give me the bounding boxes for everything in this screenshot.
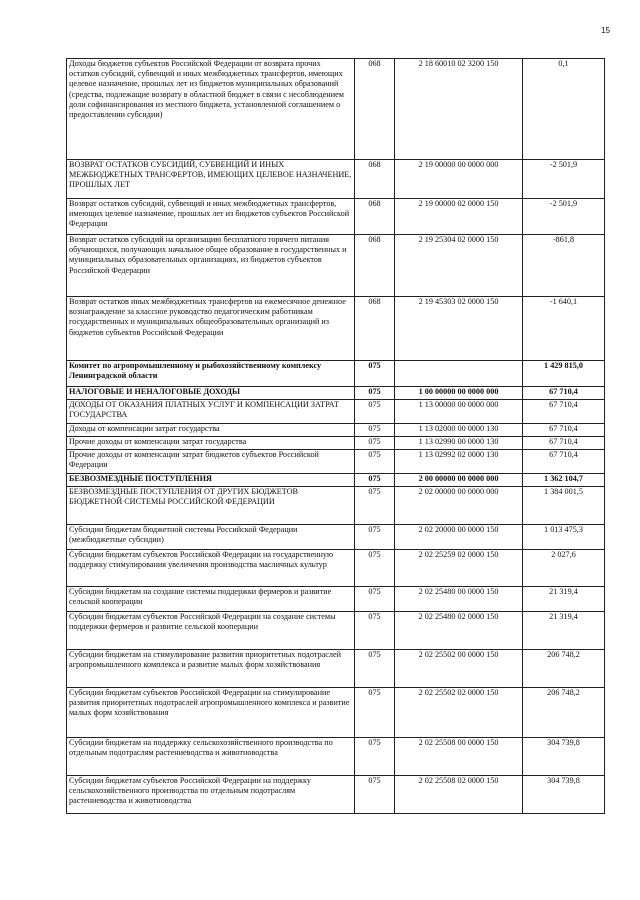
row-classification-code-cell: 2 19 45303 02 0000 150 — [395, 297, 523, 361]
row-amount-cell: 1 362 104,7 — [523, 474, 605, 487]
row-classification-code-cell: 2 02 25480 02 0000 150 — [395, 612, 523, 650]
row-name-cell: Субсидии бюджетам на стимулирование развития приоритетных подотраслей агропромышленного комплекса и развитие малых форм хозяйствования — [67, 650, 355, 688]
row-amount-cell: -2 501,9 — [523, 199, 605, 235]
table-row — [67, 738, 605, 776]
row-amount-cell: 67 710,4 — [523, 450, 605, 474]
row-name-cell: Возврат остатков субсидий на организацию бесплатного горячего питания обучающихся, получающих начальное общее образование в государственных и муниципальных образовательных организациях, из бюджетов субъектов Российской Федерации — [67, 235, 355, 297]
row-admin-code-cell: 075 — [355, 450, 395, 474]
row-name-cell: Доходы от компенсации затрат государства — [67, 424, 355, 437]
table-row — [67, 361, 605, 387]
row-classification-code-cell: 2 19 25304 02 0000 150 — [395, 235, 523, 297]
row-name-cell: Возврат остатков иных межбюджетных трансфертов на ежемесячное денежное вознаграждение за классное руководство педагогическим работникам государственных и муниципальных общеобразовательных организаций из бюджетов субъектов Российской Федерации — [67, 297, 355, 361]
table-row — [67, 450, 605, 474]
row-admin-code-cell: 075 — [355, 424, 395, 437]
row-classification-code-cell: 2 02 25502 00 0000 150 — [395, 650, 523, 688]
row-name-cell: ВОЗВРАТ ОСТАТКОВ СУБСИДИЙ, СУБВЕНЦИЙ И ИНЫХ МЕЖБЮДЖЕТНЫХ ТРАНСФЕРТОВ, ИМЕЮЩИХ ЦЕЛЕВОЕ НАЗНАЧЕНИЕ, ПРОШЛЫХ ЛЕТ — [67, 160, 355, 199]
table-row — [67, 688, 605, 738]
row-admin-code-cell: 075 — [355, 361, 395, 387]
row-amount-cell: 21 319,4 — [523, 612, 605, 650]
row-admin-code-cell: 075 — [355, 612, 395, 650]
row-admin-code-cell: 075 — [355, 776, 395, 814]
row-amount-cell: 21 319,4 — [523, 587, 605, 612]
row-name-cell: Возврат остатков субсидий, субвенций и иных межбюджетных трансфертов, имеющих целевое назначение, прошлых лет из бюджетов субъектов Российской Федерации — [67, 199, 355, 235]
row-name-cell: Субсидии бюджетам субъектов Российской Федерации на стимулирование развития приоритетных подотраслей агропромышленного комплекса и развитие малых форм хозяйствования — [67, 688, 355, 738]
row-name-cell: Субсидии бюджетам на создание системы поддержки фермеров и развитие сельской кооперации — [67, 587, 355, 612]
row-classification-code-cell: 2 02 25259 02 0000 150 — [395, 550, 523, 587]
row-amount-cell: -1 640,1 — [523, 297, 605, 361]
row-classification-code-cell: 2 02 20000 00 0000 150 — [395, 525, 523, 550]
row-admin-code-cell: 075 — [355, 550, 395, 587]
row-admin-code-cell: 075 — [355, 474, 395, 487]
table-row — [67, 387, 605, 400]
row-admin-code-cell: 075 — [355, 437, 395, 450]
row-amount-cell: 1 384 001,5 — [523, 487, 605, 525]
row-classification-code-cell: 1 00 00000 00 0000 000 — [395, 387, 523, 400]
row-name-cell: Комитет по агропромышленному и рыбохозяйственному комплексу Ленинградской области — [67, 361, 355, 387]
row-admin-code-cell: 075 — [355, 650, 395, 688]
row-classification-code-cell: 2 00 00000 00 0000 000 — [395, 474, 523, 487]
table-row — [67, 525, 605, 550]
row-amount-cell: 67 710,4 — [523, 387, 605, 400]
row-classification-code-cell: 2 02 25508 02 0000 150 — [395, 776, 523, 814]
row-amount-cell: 206 748,2 — [523, 650, 605, 688]
row-admin-code-cell: 075 — [355, 387, 395, 400]
row-name-cell: Субсидии бюджетам бюджетной системы Российской Федерации (межбюджетные субсидии) — [67, 525, 355, 550]
row-name-cell: ДОХОДЫ ОТ ОКАЗАНИЯ ПЛАТНЫХ УСЛУГ И КОМПЕНСАЦИИ ЗАТРАТ ГОСУДАРСТВА — [67, 400, 355, 424]
row-admin-code-cell: 068 — [355, 59, 395, 160]
row-classification-code-cell: 2 02 25508 00 0000 150 — [395, 738, 523, 776]
table-row — [67, 550, 605, 587]
row-classification-code-cell: 2 19 00000 02 0000 150 — [395, 199, 523, 235]
row-name-cell: Субсидии бюджетам субъектов Российской Федерации на государственную поддержку стимулирования увеличения производства масличных культур — [67, 550, 355, 587]
row-name-cell: БЕЗВОЗМЕЗДНЫЕ ПОСТУПЛЕНИЯ — [67, 474, 355, 487]
table-row — [67, 199, 605, 235]
row-amount-cell: 2 027,6 — [523, 550, 605, 587]
row-classification-code-cell: 2 02 00000 00 0000 000 — [395, 487, 523, 525]
row-admin-code-cell: 075 — [355, 587, 395, 612]
table-row — [67, 400, 605, 424]
row-name-cell: Прочие доходы от компенсации затрат бюджетов субъектов Российской Федерации — [67, 450, 355, 474]
row-amount-cell: 304 739,8 — [523, 776, 605, 814]
table-row — [67, 437, 605, 450]
row-classification-code-cell: 2 18 60010 02 3200 150 — [395, 59, 523, 160]
row-admin-code-cell: 068 — [355, 199, 395, 235]
table-row — [67, 612, 605, 650]
row-classification-code-cell: 2 02 25502 02 0000 150 — [395, 688, 523, 738]
row-admin-code-cell: 075 — [355, 525, 395, 550]
row-amount-cell: 67 710,4 — [523, 437, 605, 450]
row-classification-code-cell: 2 19 00000 00 0000 000 — [395, 160, 523, 199]
row-classification-code-cell: 1 13 02000 00 0000 130 — [395, 424, 523, 437]
row-name-cell: НАЛОГОВЫЕ И НЕНАЛОГОВЫЕ ДОХОДЫ — [67, 387, 355, 400]
row-amount-cell: -861,8 — [523, 235, 605, 297]
row-admin-code-cell: 068 — [355, 235, 395, 297]
table-row — [67, 487, 605, 525]
budget-revenue-table — [66, 58, 605, 814]
row-classification-code-cell: 1 13 02992 02 0000 130 — [395, 450, 523, 474]
table-row — [67, 650, 605, 688]
row-amount-cell: 304 739,8 — [523, 738, 605, 776]
row-name-cell: БЕЗВОЗМЕЗДНЫЕ ПОСТУПЛЕНИЯ ОТ ДРУГИХ БЮДЖЕТОВ БЮДЖЕТНОЙ СИСТЕМЫ РОССИЙСКОЙ ФЕДЕРАЦИИ — [67, 487, 355, 525]
row-admin-code-cell: 068 — [355, 160, 395, 199]
row-classification-code-cell: 1 13 02990 00 0000 130 — [395, 437, 523, 450]
table-row — [67, 474, 605, 487]
page-number: 15 — [601, 26, 610, 35]
row-classification-code-cell: 2 02 25480 00 0000 150 — [395, 587, 523, 612]
table-row — [67, 235, 605, 297]
table-row — [67, 160, 605, 199]
row-amount-cell: 67 710,4 — [523, 400, 605, 424]
row-name-cell: Субсидии бюджетам субъектов Российской Федерации на создание системы поддержки фермеров и развитие сельской кооперации — [67, 612, 355, 650]
row-admin-code-cell: 068 — [355, 297, 395, 361]
row-classification-code-cell — [395, 361, 523, 387]
row-amount-cell: 206 748,2 — [523, 688, 605, 738]
table-row — [67, 59, 605, 160]
row-name-cell: Доходы бюджетов субъектов Российской Федерации от возврата прочих остатков субсидий, субвенций и иных межбюджетных трансфертов, имеющих целевое назначение, прошлых лет из бюджетов муниципальных образований (средства, подлежащие возврату в областной бюджет в связи с несоблюдением доли софинансирования из местного бюджета, установленной соглашением о предоставлении субсидии) — [67, 59, 355, 160]
row-admin-code-cell: 075 — [355, 738, 395, 776]
table-row — [67, 587, 605, 612]
table-row — [67, 297, 605, 361]
row-name-cell: Субсидии бюджетам субъектов Российской Федерации на поддержку сельскохозяйственного производства по отдельным подотраслям растениеводства и животноводства — [67, 776, 355, 814]
row-name-cell: Субсидии бюджетам на поддержку сельскохозяйственного производства по отдельным подотраслям растениеводства и животноводства — [67, 738, 355, 776]
row-amount-cell: 67 710,4 — [523, 424, 605, 437]
row-admin-code-cell: 075 — [355, 487, 395, 525]
row-amount-cell: 1 013 475,3 — [523, 525, 605, 550]
row-amount-cell: 0,1 — [523, 59, 605, 160]
row-admin-code-cell: 075 — [355, 400, 395, 424]
row-amount-cell: 1 429 815,0 — [523, 361, 605, 387]
row-classification-code-cell: 1 13 00000 00 0000 000 — [395, 400, 523, 424]
table-row — [67, 776, 605, 814]
row-admin-code-cell: 075 — [355, 688, 395, 738]
row-amount-cell: -2 501,9 — [523, 160, 605, 199]
table-row — [67, 424, 605, 437]
row-name-cell: Прочие доходы от компенсации затрат государства — [67, 437, 355, 450]
